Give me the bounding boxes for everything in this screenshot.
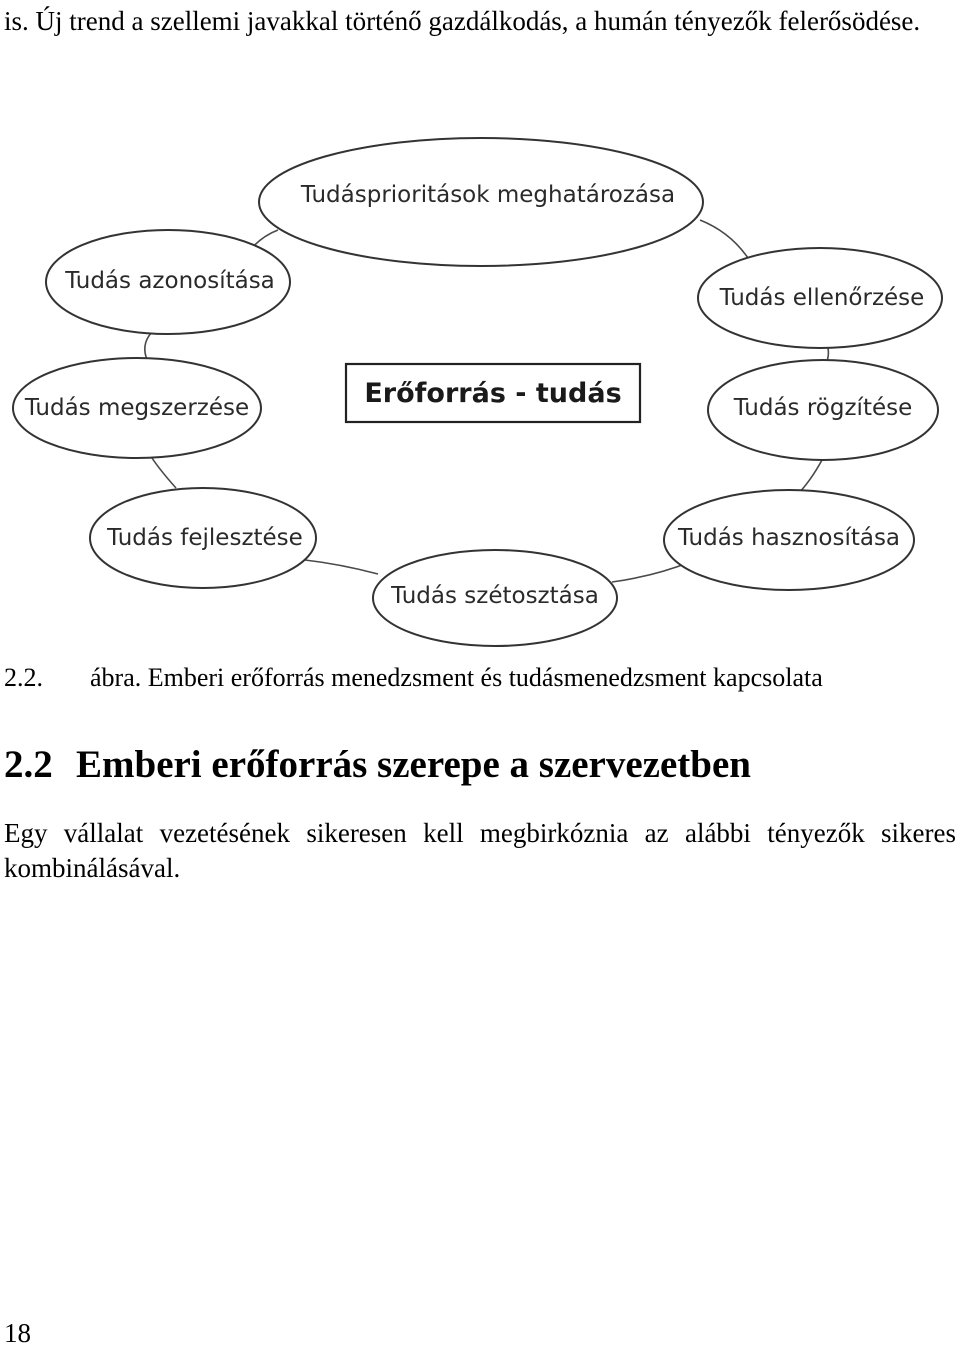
- center-label: Erőforrás - tudás: [364, 378, 622, 409]
- section-number: 2.2: [4, 743, 53, 786]
- intro-paragraph: is. Új trend a szellemi javakkal történő gazdálkodás, a humán tényezők felerősödése.: [4, 6, 921, 36]
- node-label-prioritasok: Tudásprioritások meghatározása: [300, 182, 676, 208]
- section-heading: [4, 742, 751, 788]
- node-label-azonositas: Tudás azonosítása: [65, 268, 275, 294]
- figure-number: 2.2.: [4, 663, 43, 692]
- page-number: 18: [4, 1318, 31, 1348]
- connector-szetosztas-fejlesztes: [305, 560, 378, 574]
- node-label-rogzites: Tudás rögzítése: [733, 395, 913, 421]
- knowledge-cycle-diagram: [0, 130, 960, 650]
- connector-hasznositas-szetosztas: [612, 562, 690, 582]
- node-label-megszerzes: Tudás megszerzése: [24, 395, 250, 421]
- connector-prioritas-ellenorzes: [700, 220, 748, 258]
- node-label-hasznositas: Tudás hasznosítása: [677, 525, 901, 551]
- node-label-fejlesztes: Tudás fejlesztése: [107, 525, 303, 551]
- body-paragraph: Egy vállalat vezetésének sikeresen kell megbirkóznia az alábbi tényezők sikeres kombinálásával.: [4, 818, 956, 883]
- figure-caption: [4, 661, 823, 695]
- figure-caption-text: ábra. Emberi erőforrás menedzsment és tudásmenedzsment kapcsolata: [90, 663, 823, 692]
- node-label-szetosztas: Tudás szétosztása: [391, 583, 599, 609]
- section-title-text: Emberi erőforrás szerepe a szervezetben: [76, 743, 751, 786]
- node-label-ellenorzes: Tudás ellenőrzése: [719, 285, 925, 311]
